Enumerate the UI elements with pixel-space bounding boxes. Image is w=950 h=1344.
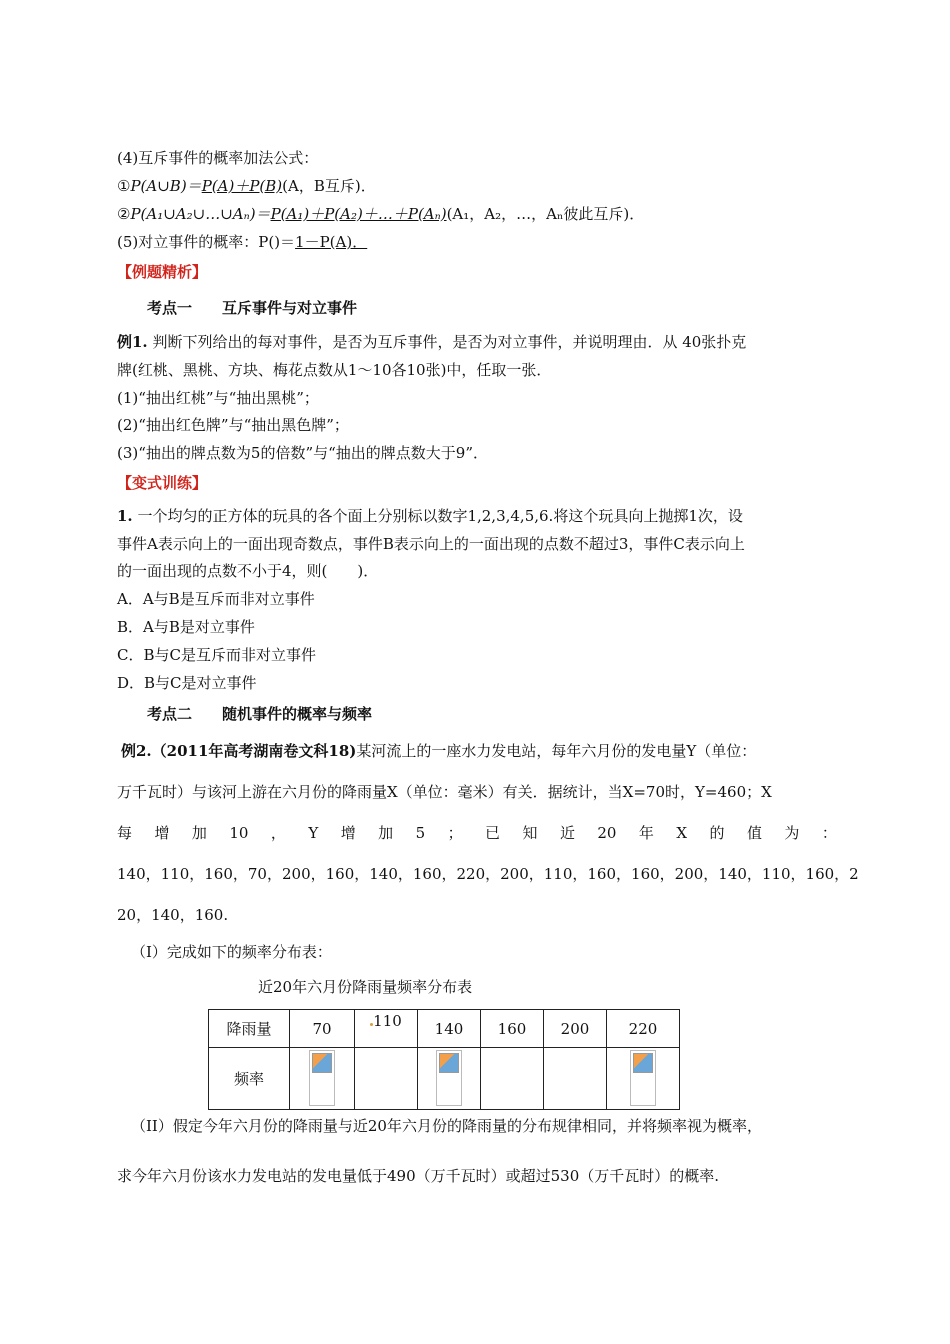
example-2-part-2-line-2: 求今年六月份该水力发电站的发电量低于490（万千瓦时）或超过530（万千瓦时）的概率. (117, 1167, 720, 1185)
example-1-text-1: 判断下列给出的每对事件，是否为互斥事件，是否为对立事件，并说明理由．从 40张扑克 (152, 333, 747, 351)
formula-4-2-prefix: ② (117, 205, 131, 223)
example-2-line-4: 140，110，160，70，200，160，140，160，220，200，110，160，160，200，140，110，160，2 (117, 865, 859, 883)
variation-1-option-b: B．A与B是对立事件 (117, 618, 255, 636)
table-cell (544, 1048, 607, 1110)
example-2-part-1: （I）完成如下的频率分布表： (131, 943, 332, 961)
formula-5-rhs: 1－P(A)． (295, 233, 368, 251)
kaodian-1-heading: 考点一 互斥事件与对立事件 (147, 299, 358, 317)
example-2-text-1: 某河流上的一座水力发电站，每年六月份的发电量Y（单位： (356, 742, 757, 760)
example-2-token: ， (270, 824, 286, 842)
example-1-line-1 (117, 332, 746, 352)
example-1-label: 例1. (117, 333, 148, 351)
formula-4-2-note: (A₁，A₂，…，Aₙ彼此互斥)． (446, 205, 645, 223)
broken-image-icon (633, 1053, 653, 1073)
formula-5-lhs: (5)对立事件的概率：P()＝ (117, 233, 296, 251)
example-2-token: 知 (522, 824, 538, 842)
example-2-token: 年 (638, 824, 654, 842)
example-1-line-2: 牌(红桃、黑桃、方块、梅花点数从1～10各10张)中，任取一张． (117, 361, 552, 379)
variation-1-line-2: 事件A表示向上的一面出现奇数点，事件B表示向上的一面出现的点数不超过3，事件C表示向上 (117, 535, 745, 553)
variation-1-option-c: C．B与C是互斥而非对立事件 (117, 646, 316, 664)
formula-4-1-lhs: P(A∪B)＝ (130, 177, 202, 195)
example-2-part-2-line-1: （II）假定今年六月份的降雨量与近20年六月份的降雨量的分布规律相同，并将频率视为概率， (131, 1117, 762, 1135)
table-cell (418, 1048, 481, 1110)
example-2-token: 每 (117, 824, 133, 842)
formula-5 (117, 232, 367, 252)
table-header-cell: 160 (481, 1010, 544, 1048)
table-header-cell: 70 (290, 1010, 355, 1048)
table-cell (607, 1048, 680, 1110)
table-cell (290, 1048, 355, 1110)
table-header-cell: 140 (418, 1010, 481, 1048)
broken-image-icon (439, 1053, 459, 1073)
example-2-token: 近 (559, 824, 575, 842)
frequency-table (208, 1009, 680, 1110)
table-header-label: 降雨量 (209, 1010, 290, 1048)
variation-1-label: 1. (117, 507, 133, 525)
example-2-token: 的 (709, 824, 725, 842)
image-placeholder (309, 1050, 335, 1106)
formula-4-1 (117, 176, 376, 196)
example-2-token: ； (447, 824, 463, 842)
image-placeholder (630, 1050, 656, 1106)
example-2-line-3 (117, 823, 837, 843)
example-2-token: 为 (784, 824, 800, 842)
example-2-token: 5 (415, 824, 426, 842)
variation-1-option-a: A．A与B是互斥而非对立事件 (117, 590, 315, 608)
example-1-item-3: (3)“抽出的牌点数为5的倍数”与“抽出的牌点数大于9”． (117, 444, 489, 462)
example-2-line-2: 万千瓦时）与该河上游在六月份的降雨量X（单位：毫米）有关．据统计，当X=70时，Y=460；X (117, 783, 772, 801)
example-2-token: 20 (597, 824, 617, 842)
example-2-token: 已 (485, 824, 501, 842)
table-title: 近20年六月份降雨量频率分布表 (258, 978, 473, 996)
variation-1-line-3: 的一面出现的点数不小于4，则( )． (117, 562, 379, 580)
example-2-label: 例2.（2011年高考湖南卷文科18) (121, 742, 357, 760)
example-2-token: 加 (378, 824, 394, 842)
section-heading-examples: 【例题精析】 (117, 263, 208, 281)
variation-1-text-1: 一个均匀的正方体的玩具的各个面上分别标以数字1,2,3,4,5,6.将这个玩具向上抛掷1次，设 (137, 507, 743, 525)
example-1-item-2: (2)“抽出红色牌”与“抽出黑色牌”； (117, 416, 349, 434)
variation-1-line-1 (117, 506, 743, 526)
table-header-cell: 220 (607, 1010, 680, 1048)
table-cell (481, 1048, 544, 1110)
formula-4-2 (117, 204, 644, 224)
broken-image-icon (312, 1053, 332, 1073)
table-header-row (209, 1010, 680, 1048)
table-header-value: 110 (373, 1012, 402, 1030)
formula-4-1-rhs: P(A)＋P(B) (201, 177, 283, 195)
kaodian-2-heading: 考点二 随机事件的概率与频率 (147, 705, 373, 723)
example-2-token: X (676, 824, 688, 842)
example-2-token: 值 (746, 824, 762, 842)
example-1-item-1: (1)“抽出红桃”与“抽出黑桃”； (117, 389, 319, 407)
table-cell (355, 1048, 418, 1110)
formula-4-2-rhs: P(A₁)＋P(A₂)＋…＋P(Aₙ) (270, 205, 447, 223)
formula-4-1-note: (A，B互斥)． (282, 177, 376, 195)
table-header-cell: 200 (544, 1010, 607, 1048)
variation-1-option-d: D．B与C是对立事件 (117, 674, 257, 692)
formula-4-1-prefix: ① (117, 177, 131, 195)
example-2-line-5: 20，140，160. (117, 906, 229, 924)
table-header-cell (355, 1010, 418, 1048)
table-row-label: 频率 (209, 1048, 290, 1110)
example-2-token: Y (308, 824, 319, 842)
example-2-token: 10 (229, 824, 249, 842)
image-placeholder (436, 1050, 462, 1106)
example-2-token: 增 (340, 824, 356, 842)
formula-4-2-lhs: P(A₁∪A₂∪…∪Aₙ)＝ (130, 205, 271, 223)
example-2-token: 加 (191, 824, 207, 842)
formula-4-title: (4)互斥事件的概率加法公式： (117, 149, 319, 167)
section-heading-variation: 【变式训练】 (117, 474, 208, 492)
table-frequency-row (209, 1048, 680, 1110)
example-2-token: 增 (154, 824, 170, 842)
example-2-line-1 (121, 741, 756, 761)
example-2-token: ： (821, 824, 837, 842)
